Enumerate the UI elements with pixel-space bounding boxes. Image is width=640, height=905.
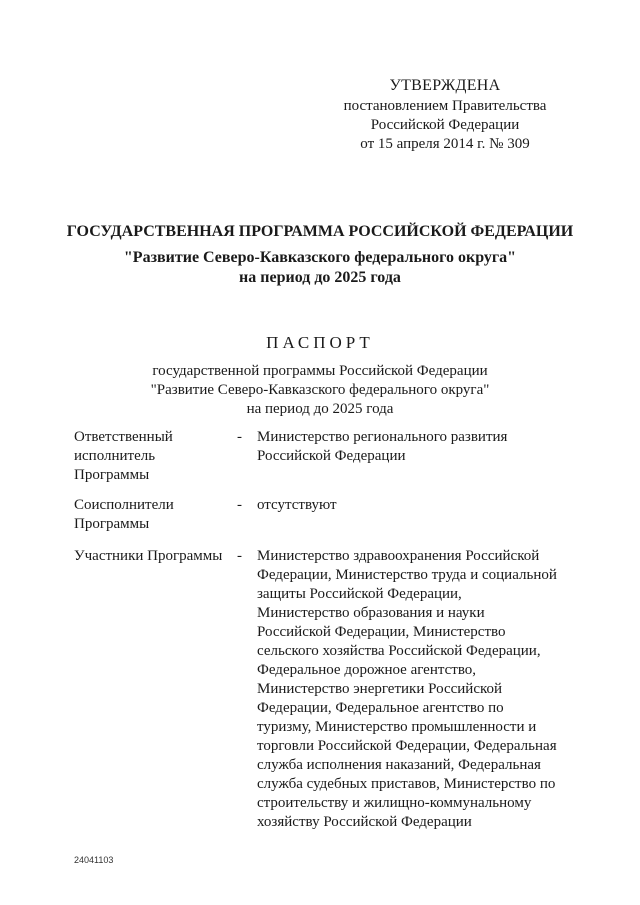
program-period: на период до 2025 года (239, 269, 401, 286)
program-name: "Развитие Северо-Кавказского федерального округа" (123, 249, 517, 266)
passport-line-3: на период до 2025 года (246, 401, 394, 417)
row-dash: - (237, 548, 242, 564)
program-title: ГОСУДАРСТВЕННАЯ ПРОГРАММА РОССИЙСКОЙ ФЕДЕРАЦИИ (66, 223, 574, 240)
row-dash: - (237, 497, 242, 513)
passport-heading (40, 333, 600, 419)
document-number: 24041103 (74, 855, 114, 865)
row-dash: - (237, 429, 242, 445)
approval-block (330, 76, 560, 154)
approval-title: УТВЕРЖДЕНА (389, 77, 501, 94)
approval-line-3: от 15 апреля 2014 г. № 309 (360, 136, 530, 152)
program-heading (40, 222, 600, 288)
approval-line-1: постановлением Правительства (343, 98, 547, 114)
passport-line-1: государственной программы Российской Федерации (152, 363, 488, 379)
row-value: Министерство регионального развития Российской Федерации (257, 429, 508, 464)
approval-line-2: Российской Федерации (370, 117, 520, 133)
row-label: Соисполнители Программы (74, 497, 174, 532)
row-value: Министерство здравоохранения Российской Федерации, Министерство труда и социальной защиты Российской Федерации, Министерство образования и науки Российской Федерации, Министерство сельского хозяйства Российской Федерации, Федеральное дорожное агентство, Министерство энергетики Российской Федерации, Федеральное агентство по туризму, Министерство промышленности и торговли Российской Федерации, Федеральная служба исполнения наказаний, Федеральная служба судебных приставов, Министерство по строительству и жилищно-коммунальному хозяйству Российской Федерации (257, 548, 557, 830)
row-value: отсутствуют (257, 497, 337, 513)
passport-line-2: "Развитие Северо-Кавказского федерального округа" (150, 382, 490, 398)
passport-title: ПАСПОРТ (266, 333, 374, 352)
row-label: Участники Программы (74, 548, 223, 564)
row-label: Ответственный исполнитель Программы (74, 429, 173, 483)
